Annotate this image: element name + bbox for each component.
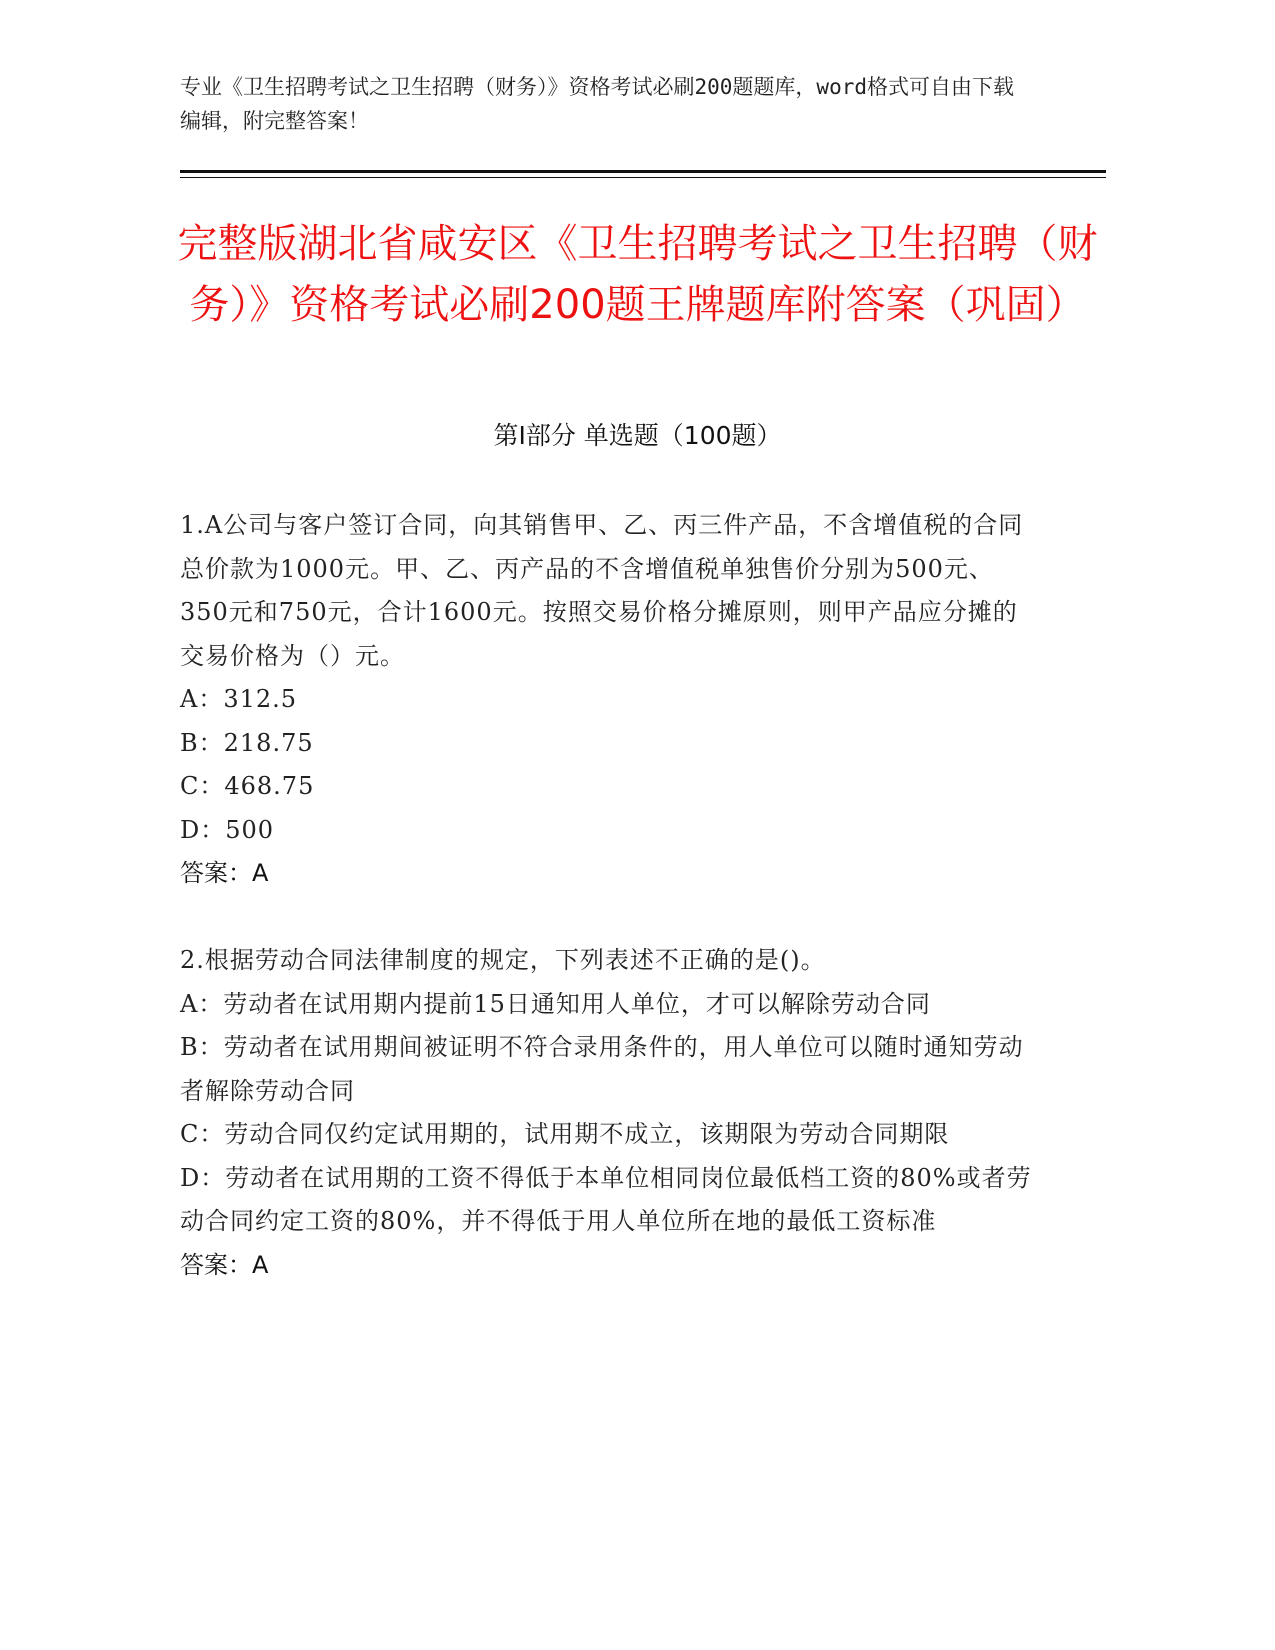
question-text: 2.根据劳动合同法律制度的规定，下列表述不正确的是()。	[180, 946, 826, 974]
answer: 答案：A	[180, 859, 269, 887]
option-d: D：500	[180, 815, 275, 844]
option-d: D：劳动者在试用期的工资不得低于本单位相同岗位最低档工资的80%或者劳动合同约定工资的80%，并不得低于用人单位所在地的最低工资标准	[180, 1163, 1032, 1235]
question-text: 1.A公司与客户签订合同，向其销售甲、乙、丙三件产品，不含增值税的合同总价款为1000元。甲、乙、丙产品的不含增值税单独售价分别为500元、350元和750元，合计1600元。按照交易价格分摊原则，则甲产品应分摊的交易价格为（）元。	[180, 511, 1024, 670]
section-heading: 第I部分 单选题（100题）	[493, 421, 782, 450]
option-b: B：218.75	[180, 728, 314, 757]
header-divider-thin	[180, 177, 1106, 178]
document-title: 完整版湖北省咸安区《卫生招聘考试之卫生招聘（财务）》资格考试必刷200题王牌题库附答案（巩固）	[177, 221, 1098, 328]
option-a: A：劳动者在试用期内提前15日通知用人单位，才可以解除劳动合同	[180, 989, 931, 1018]
answer: 答案：A	[180, 1250, 269, 1279]
option-a: A：312.5	[180, 685, 298, 713]
option-c: C：468.75	[180, 772, 315, 800]
question-1	[180, 504, 1040, 896]
option-b: B：劳动者在试用期间被证明不符合录用条件的，用人单位可以随时通知劳动者解除劳动合同	[180, 1033, 1024, 1105]
header-intro: 专业《卫生招聘考试之卫生招聘（财务）》资格考试必刷200题题库，word格式可自由下载编辑，附完整答案！	[180, 75, 1014, 133]
header-divider-thick	[180, 170, 1106, 173]
question-2	[180, 939, 1040, 1287]
option-c: C：劳动合同仅约定试用期的，试用期不成立，该期限为劳动合同期限	[180, 1120, 950, 1148]
